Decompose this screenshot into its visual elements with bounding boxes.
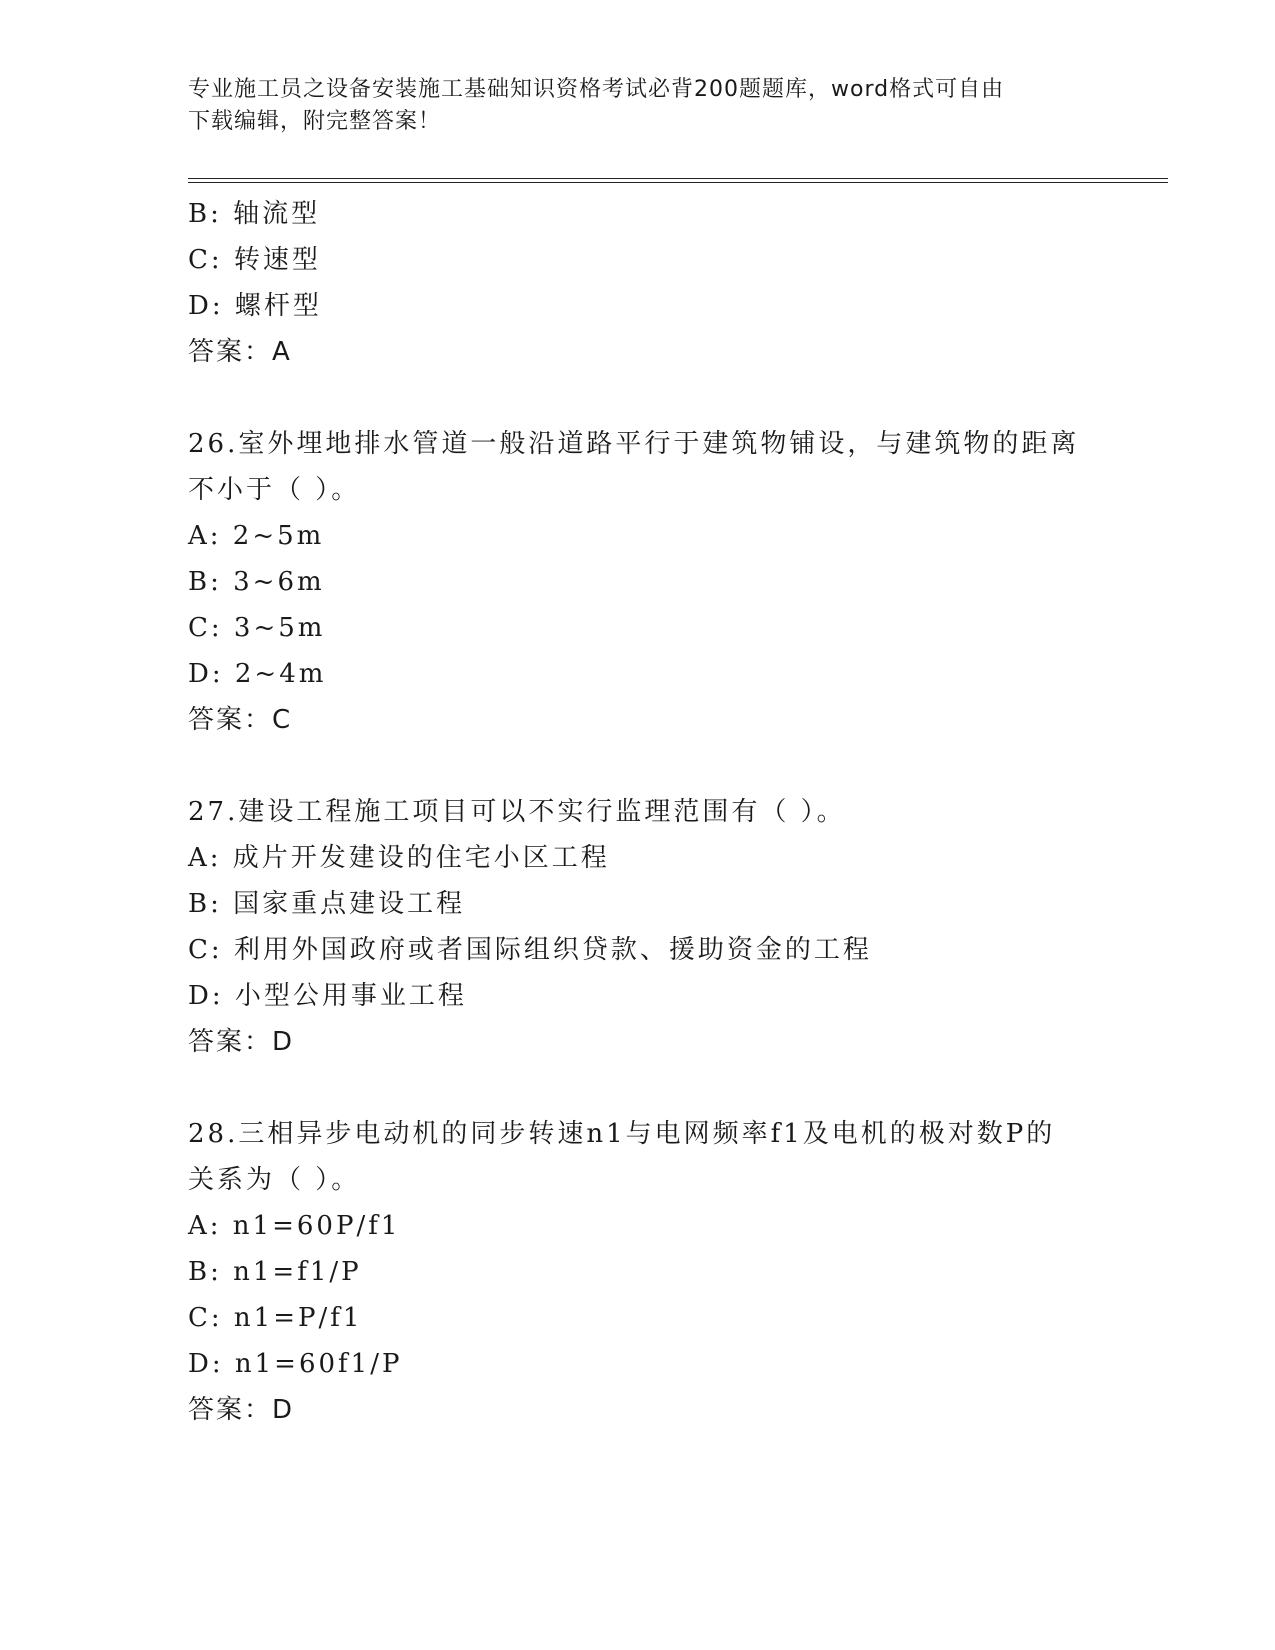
option-b: B: 3~6m — [188, 567, 325, 597]
question-stem: 26.室外埋地排水管道一般沿道路平行于建筑物铺设，与建筑物的距离 — [188, 429, 1080, 459]
option-a: A: n1=60P/f1 — [188, 1211, 401, 1241]
question-27 — [188, 789, 1088, 1065]
question-28 — [188, 1111, 1088, 1433]
option-b: B: 轴流型 — [188, 199, 321, 229]
question-stem: 28.三相异步电动机的同步转速n1与电网频率f1及电机的极对数P的 — [188, 1119, 1056, 1149]
option-c: C: 利用外国政府或者国际组织贷款、援助资金的工程 — [188, 935, 872, 965]
option-a: A: 成片开发建设的住宅小区工程 — [188, 843, 610, 873]
header-divider — [188, 178, 1168, 183]
option-d: D: 小型公用事业工程 — [188, 981, 467, 1011]
question-list — [188, 191, 1088, 1433]
option-d: D: n1=60f1/P — [188, 1349, 403, 1379]
option-c: C: 转速型 — [188, 245, 321, 275]
option-c: C: 3~5m — [188, 613, 326, 643]
question-26 — [188, 421, 1088, 743]
option-d: D: 螺杆型 — [188, 291, 322, 321]
header-line-1: 专业施工员之设备安装施工基础知识资格考试必背200题题库，word格式可自由 — [188, 77, 1005, 102]
option-b: B: n1=f1/P — [188, 1257, 362, 1287]
prev-question-tail — [188, 191, 1088, 375]
question-stem: 不小于（ ）。 — [188, 475, 361, 505]
answer-line: 答案：A — [188, 337, 292, 367]
option-d: D: 2~4m — [188, 659, 327, 689]
option-b: B: 国家重点建设工程 — [188, 889, 466, 919]
document-header — [188, 74, 1088, 138]
answer-line: 答案：D — [188, 1395, 295, 1425]
answer-line: 答案：D — [188, 1027, 295, 1057]
answer-line: 答案：C — [188, 705, 293, 735]
header-line-2: 下载编辑，附完整答案！ — [188, 109, 442, 134]
option-a: A: 2~5m — [188, 521, 325, 551]
option-c: C: n1=P/f1 — [188, 1303, 363, 1333]
question-stem: 27.建设工程施工项目可以不实行监理范围有（ ）。 — [188, 797, 846, 827]
question-stem: 关系为（ ）。 — [188, 1165, 361, 1195]
